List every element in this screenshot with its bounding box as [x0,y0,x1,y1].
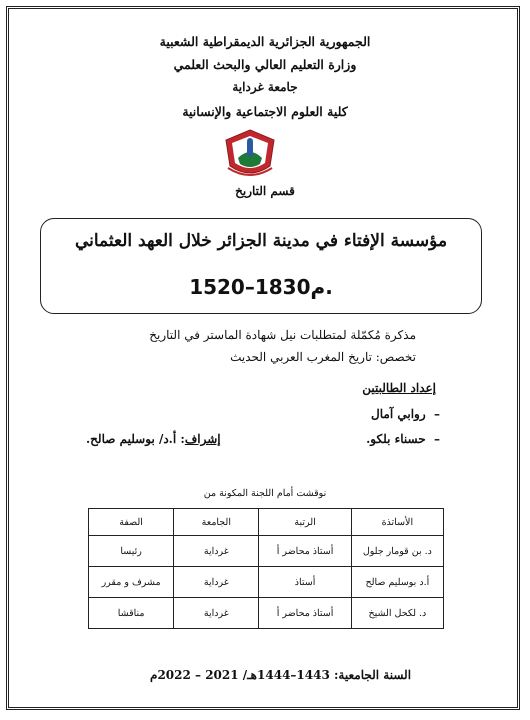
table-cell: أستاذ [259,567,351,598]
supervisor [86,432,221,446]
column-header: الأساتذة [351,509,443,536]
table-cell: غرداية [174,536,259,567]
header-ministry: وزارة التعليم العالي والبحث العلمي [173,57,357,72]
table-cell: أستاذ محاضر أ [259,536,351,567]
memo-description: مذكرة مُكمّلة لمتطلبات نيل شهادة الماستر في التاريخ [149,328,416,342]
table-cell: أستاذ محاضر أ [259,598,351,629]
table-row [89,598,444,629]
students-label: إعداد الطالبتين [362,381,436,395]
column-header: الرتبة [259,509,351,536]
supervisor-label: إشراف [184,432,221,446]
committee-caption: نوقشت أمام اللجنة المكونة من [203,488,327,499]
table-cell: أ.د بوسليم صالح [351,567,443,598]
title-box [40,218,482,314]
header-republic: الجمهورية الجزائرية الديمقراطية الشعبية [159,34,371,49]
table-cell: مشرف و مقرر [89,567,174,598]
table-row [89,567,444,598]
header-university: جامعة غرداية [232,80,298,94]
supervisor-name: : أ.د/ بوسليم صالح. [86,432,185,446]
column-header: الجامعة [174,509,259,536]
student-name: – حسناء بلكو. [366,432,440,446]
table-cell: د. بن قومار جلول [351,536,443,567]
thesis-period: 1520–1830م. [189,275,333,299]
thesis-title: مؤسسة الإفتاء في مدينة الجزائر خلال العهد العثماني [74,231,448,251]
header-faculty: كلية العلوم الاجتماعية والإنسانية [182,104,348,119]
university-logo-icon [222,128,278,180]
table-cell: رئيسا [89,536,174,567]
table-header-row [89,509,444,536]
specialization: تخصص: تاريخ المغرب العربي الحديث [230,350,416,364]
column-header: الصفة [89,509,174,536]
academic-year: السنة الجامعية: 1443–1444هـ/ 2021 – 2022م [150,668,412,682]
table-cell: مناقشا [89,598,174,629]
table-cell: د. لكحل الشيخ [351,598,443,629]
table-row [89,536,444,567]
department-name: قسم التاريخ [235,184,295,198]
student-name: – روابي آمال [371,407,440,421]
committee-table [88,508,444,629]
table-cell: غرداية [174,567,259,598]
table-cell: غرداية [174,598,259,629]
